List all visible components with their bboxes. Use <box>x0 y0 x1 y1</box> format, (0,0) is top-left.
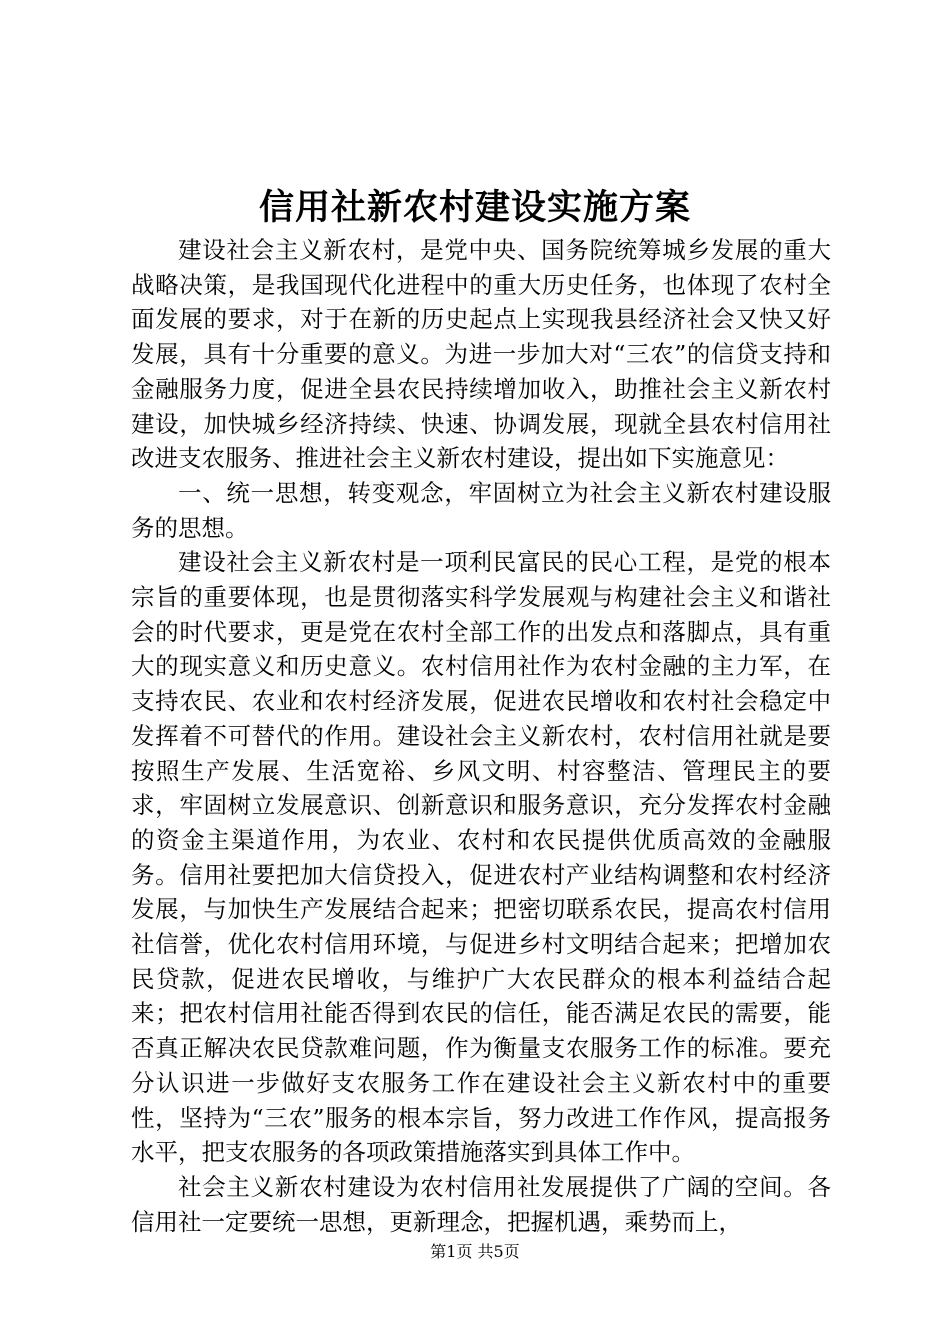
paragraph-main: 建设社会主义新农村是一项利民富民的民心工程，是党的根本宗旨的重要体现，也是贯彻落实科学发展观与构建社会主义和谐社会的时代要求，更是党在农村全部工作的出发点和落脚点，具有重大的现实意义和历史意义。农村信用社作为农村金融的主力军，在支持农民、农业和农村经济发展，促进农民增收和农村社会稳定中发挥着不可替代的作用。建设社会主义新农村，农村信用社就是要按照生产发展、生活宽裕、乡风文明、村容整洁、管理民主的要求，牢固树立发展意识、创新意识和服务意识，充分发挥农村金融的资金主渠道作用，为农业、农村和农民提供优质高效的金融服务。信用社要把加大信贷投入，促进农村产业结构调整和农村经济发展，与加快生产发展结合起来；把密切联系农民，提高农村信用社信誉，优化农村信用环境，与促进乡村文明结合起来；把增加农民贷款，促进农民增收，与维护广大农民群众的根本利益结合起来；把农村信用社能否得到农民的信任，能否满足农民的需要，能否真正解决农民贷款难问题，作为衡量支农服务工作的标准。要充分认识进一步做好支农服务工作在建设社会主义新农村中的重要性，坚持为“三农”服务的根本宗旨，努力改进工作作风，提高报务水平，把支农服务的各项政策措施落实到具体工作中。 <box>131 548 831 1167</box>
document-body <box>131 233 831 1239</box>
paragraph-section-heading: 一、统一思想，转变观念，牢固树立为社会主义新农村建设服务的思想。 <box>131 478 831 542</box>
document-title: 信用社新农村建设实施方案 <box>258 187 691 228</box>
paragraph-continued: 社会主义新农村建设为农村信用社发展提供了广阔的空间。各信用社一定要统一思想，更新理念，把握机遇，乘势而上， <box>131 1172 831 1236</box>
page-footer: 第1页 共5页 <box>430 1242 520 1261</box>
paragraph-intro: 建设社会主义新农村，是党中央、国务院统筹城乡发展的重大战略决策，是我国现代化进程中的重大历史任务，也体现了农村全面发展的要求，对于在新的历史起点上实现我县经济社会又快又好发展，具有十分重要的意义。为进一步加大对“三农”的信贷支持和金融服务力度，促进全县农民持续增加收入，助推社会主义新农村建设，加快城乡经济持续、快速、协调发展，现就全县农村信用社改进支农服务、推进社会主义新农村建设，提出如下实施意见： <box>131 236 831 473</box>
